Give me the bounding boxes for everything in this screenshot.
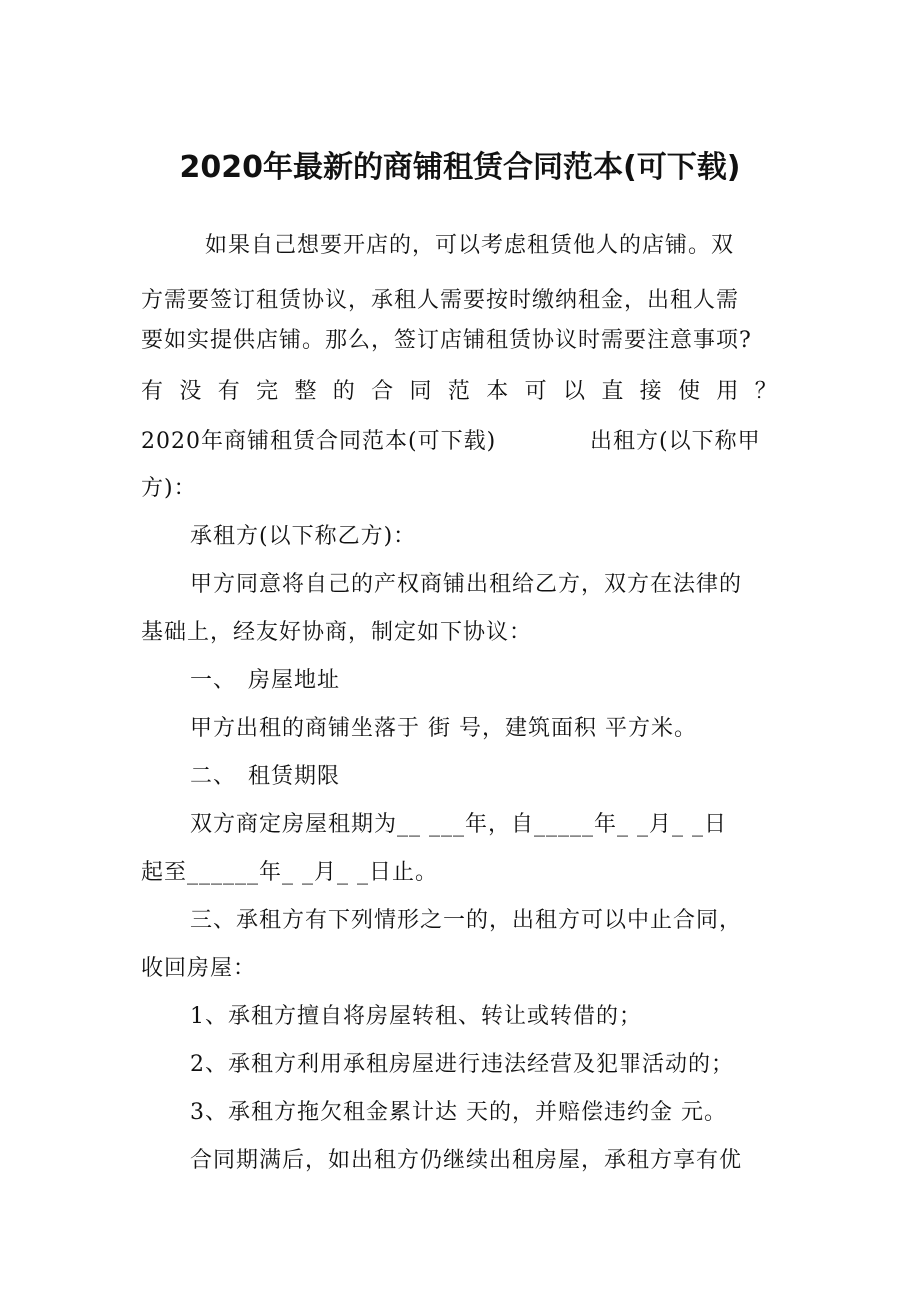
address-clause: 甲方出租的商铺坐落于 街 号，建筑面积 平方米。 xyxy=(190,716,697,741)
intro-line-4-char: 同 xyxy=(409,379,432,404)
intro-line-4-char: 没 xyxy=(179,379,202,404)
intro-line-4-char: 有 xyxy=(141,379,164,404)
agreement-line-2: 基础上，经友好协商，制定如下协议： xyxy=(141,620,533,645)
intro-line-4-char: 完 xyxy=(256,379,279,404)
term-line-1: 双方商定房屋租期为__ ___年，自_____年_ _月_ _日 xyxy=(190,812,727,837)
tenant-label: 承租方(以下称乙方)： xyxy=(190,524,417,549)
intro-line-4-char: 本 xyxy=(486,379,509,404)
intro-line-6: 方)： xyxy=(141,476,197,501)
intro-line-4-char: 直 xyxy=(601,379,624,404)
expiry-clause-line: 合同期满后，如出租方仍继续出租房屋，承租方享有优 xyxy=(190,1148,743,1173)
intro-line-4 xyxy=(141,377,777,407)
section-3-line-1: 三、承租方有下列情形之一的，出租方可以中止合同， xyxy=(190,908,743,933)
term-line-2: 起至______年_ _月_ _日止。 xyxy=(141,860,438,885)
intro-line-4-char: 的 xyxy=(332,379,355,404)
section-3-line-2: 收回房屋： xyxy=(141,956,257,981)
intro-line-4-char: 以 xyxy=(562,379,585,404)
section-2-heading: 二、 租赁期限 xyxy=(190,764,341,789)
intro-line-5-left: 2020年商铺租赁合同范本(可下载) xyxy=(141,429,497,454)
agreement-line-1: 甲方同意将自己的产权商铺出租给乙方，双方在法律的 xyxy=(190,572,743,597)
intro-line-4-char: ？ xyxy=(754,379,777,404)
intro-line-4-char: 有 xyxy=(217,379,240,404)
intro-line-4-char: 接 xyxy=(639,379,662,404)
intro-line-1: 如果自己想要开店的，可以考虑租赁他人的店铺。双 xyxy=(205,233,735,258)
intro-line-5-right: 出租方(以下称甲 xyxy=(590,429,761,454)
intro-line-2: 方需要签订租赁协议，承租人需要按时缴纳租金，出租人需 xyxy=(141,288,740,313)
intro-line-4-char: 用 xyxy=(716,379,739,404)
clause-item-1: 1、承租方擅自将房屋转租、转让或转借的； xyxy=(190,1004,642,1029)
section-1-heading: 一、 房屋地址 xyxy=(190,668,341,693)
intro-line-4-char: 合 xyxy=(371,379,394,404)
intro-line-4-char: 使 xyxy=(678,379,701,404)
intro-line-4-char: 可 xyxy=(524,379,547,404)
clause-item-2: 2、承租方利用承租房屋进行违法经营及犯罪活动的； xyxy=(190,1052,734,1077)
intro-line-4-char: 范 xyxy=(447,379,470,404)
intro-line-3: 要如实提供店铺。那么，签订店铺租赁协议时需要注意事项? xyxy=(141,328,752,353)
document-title: 2020年最新的商铺租赁合同范本(可下载) xyxy=(179,150,741,185)
clause-item-3: 3、承租方拖欠租金累计达 天的，并赔偿违约金 元。 xyxy=(190,1100,727,1125)
intro-line-4-char: 整 xyxy=(294,379,317,404)
